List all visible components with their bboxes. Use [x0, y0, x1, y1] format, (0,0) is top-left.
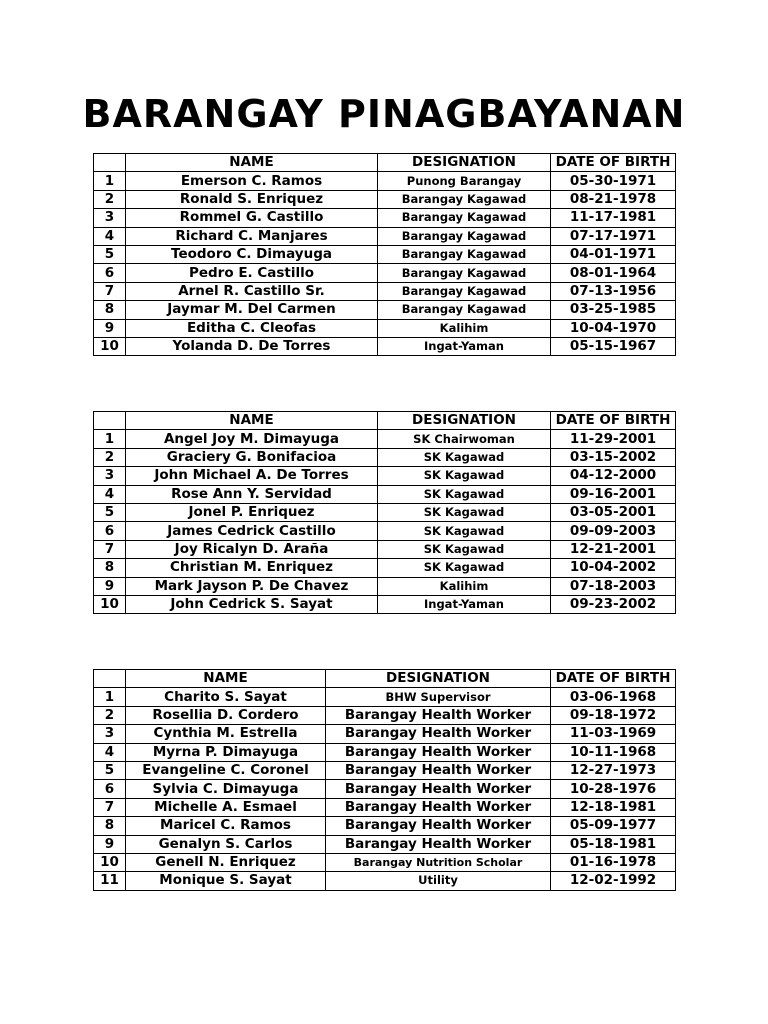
member-designation: BHW Supervisor	[326, 688, 551, 706]
member-dob: 05-18-1981	[551, 835, 676, 853]
member-name: Cynthia M. Estrella	[126, 725, 326, 743]
table-row	[94, 595, 676, 613]
member-designation: Punong Barangay	[378, 172, 551, 190]
table-row	[94, 245, 676, 263]
member-dob: 07-17-1971	[551, 227, 676, 245]
member-designation: SK Kagawad	[378, 522, 551, 540]
member-name: Genell N. Enriquez	[126, 853, 326, 871]
member-designation: Barangay Health Worker	[326, 817, 551, 835]
table-row	[94, 835, 676, 853]
member-dob: 12-21-2001	[551, 540, 676, 558]
table-row	[94, 448, 676, 466]
member-dob: 11-29-2001	[551, 430, 676, 448]
row-number: 1	[94, 688, 126, 706]
member-designation: Barangay Health Worker	[326, 780, 551, 798]
member-dob: 04-12-2000	[551, 467, 676, 485]
member-designation: Barangay Health Worker	[326, 743, 551, 761]
member-designation: Barangay Health Worker	[326, 835, 551, 853]
member-designation: SK Kagawad	[378, 540, 551, 558]
member-name: John Cedrick S. Sayat	[126, 595, 378, 613]
row-number: 7	[94, 282, 126, 300]
table-row	[94, 264, 676, 282]
member-dob: 04-01-1971	[551, 245, 676, 263]
table-row	[94, 430, 676, 448]
member-dob: 01-16-1978	[551, 853, 676, 871]
member-name: Genalyn S. Carlos	[126, 835, 326, 853]
row-number: 11	[94, 872, 126, 890]
row-number: 3	[94, 209, 126, 227]
number-column-header	[94, 670, 126, 688]
row-number: 4	[94, 227, 126, 245]
member-designation: Ingat-Yaman	[378, 337, 551, 355]
barangay-officials-table	[93, 153, 676, 356]
row-number: 6	[94, 522, 126, 540]
member-name: Rosellia D. Cordero	[126, 706, 326, 724]
table-row	[94, 872, 676, 890]
table-header-row	[94, 154, 676, 172]
table-row	[94, 301, 676, 319]
row-number: 10	[94, 337, 126, 355]
member-designation: SK Kagawad	[378, 448, 551, 466]
member-dob: 10-28-1976	[551, 780, 676, 798]
name-column-header: NAME	[126, 670, 326, 688]
member-designation: Ingat-Yaman	[378, 595, 551, 613]
row-number: 8	[94, 817, 126, 835]
member-designation: Barangay Kagawad	[378, 264, 551, 282]
table-row	[94, 688, 676, 706]
member-designation: SK Kagawad	[378, 485, 551, 503]
member-dob: 03-06-1968	[551, 688, 676, 706]
member-dob: 10-04-1970	[551, 319, 676, 337]
member-dob: 12-02-1992	[551, 872, 676, 890]
table-row	[94, 282, 676, 300]
member-name: Joy Ricalyn D. Araña	[126, 540, 378, 558]
row-number: 4	[94, 485, 126, 503]
row-number: 1	[94, 430, 126, 448]
member-designation: Barangay Kagawad	[378, 245, 551, 263]
table-row	[94, 743, 676, 761]
member-dob: 12-27-1973	[551, 761, 676, 779]
table-row	[94, 577, 676, 595]
name-column-header: NAME	[126, 154, 378, 172]
member-designation: Barangay Kagawad	[378, 227, 551, 245]
member-dob: 09-18-1972	[551, 706, 676, 724]
row-number: 3	[94, 725, 126, 743]
member-name: Rose Ann Y. Servidad	[126, 485, 378, 503]
table-row	[94, 227, 676, 245]
table-row	[94, 337, 676, 355]
member-dob: 03-25-1985	[551, 301, 676, 319]
member-designation: Barangay Health Worker	[326, 798, 551, 816]
member-designation: Kalihim	[378, 577, 551, 595]
table-row	[94, 706, 676, 724]
table-row	[94, 522, 676, 540]
member-name: Christian M. Enriquez	[126, 559, 378, 577]
table-row	[94, 559, 676, 577]
member-designation: Barangay Kagawad	[378, 190, 551, 208]
row-number: 1	[94, 172, 126, 190]
row-number: 8	[94, 301, 126, 319]
row-number: 10	[94, 595, 126, 613]
row-number: 10	[94, 853, 126, 871]
health-workers-table	[93, 669, 676, 891]
table-row	[94, 798, 676, 816]
member-dob: 08-01-1964	[551, 264, 676, 282]
member-name: Graciery G. Bonifacioa	[126, 448, 378, 466]
member-name: Pedro E. Castillo	[126, 264, 378, 282]
row-number: 6	[94, 264, 126, 282]
member-designation: Barangay Kagawad	[378, 301, 551, 319]
member-dob: 08-21-1978	[551, 190, 676, 208]
member-name: Mark Jayson P. De Chavez	[126, 577, 378, 595]
member-name: Charito S. Sayat	[126, 688, 326, 706]
page-title: BARANGAY PINAGBAYANAN	[82, 92, 686, 136]
number-column-header	[94, 154, 126, 172]
member-name: Maricel C. Ramos	[126, 817, 326, 835]
member-name: Richard C. Manjares	[126, 227, 378, 245]
table-row	[94, 485, 676, 503]
member-name: John Michael A. De Torres	[126, 467, 378, 485]
member-designation: SK Kagawad	[378, 467, 551, 485]
table-header-row	[94, 412, 676, 430]
table-row	[94, 503, 676, 521]
row-number: 3	[94, 467, 126, 485]
member-name: Monique S. Sayat	[126, 872, 326, 890]
table-row	[94, 209, 676, 227]
member-name: Editha C. Cleofas	[126, 319, 378, 337]
member-name: Rommel G. Castillo	[126, 209, 378, 227]
member-designation: Kalihim	[378, 319, 551, 337]
member-designation: Utility	[326, 872, 551, 890]
member-dob: 05-15-1967	[551, 337, 676, 355]
member-name: Myrna P. Dimayuga	[126, 743, 326, 761]
member-name: Yolanda D. De Torres	[126, 337, 378, 355]
designation-column-header: DESIGNATION	[378, 154, 551, 172]
member-name: James Cedrick Castillo	[126, 522, 378, 540]
name-column-header: NAME	[126, 412, 378, 430]
member-designation: Barangay Kagawad	[378, 282, 551, 300]
member-name: Jaymar M. Del Carmen	[126, 301, 378, 319]
member-designation: SK Kagawad	[378, 503, 551, 521]
member-designation: SK Kagawad	[378, 559, 551, 577]
table-row	[94, 172, 676, 190]
row-number: 9	[94, 835, 126, 853]
member-name: Evangeline C. Coronel	[126, 761, 326, 779]
dob-column-header: DATE OF BIRTH	[551, 670, 676, 688]
row-number: 5	[94, 245, 126, 263]
table-row	[94, 817, 676, 835]
row-number: 2	[94, 190, 126, 208]
member-dob: 05-30-1971	[551, 172, 676, 190]
row-number: 8	[94, 559, 126, 577]
member-name: Emerson C. Ramos	[126, 172, 378, 190]
member-name: Ronald S. Enriquez	[126, 190, 378, 208]
row-number: 4	[94, 743, 126, 761]
member-designation: Barangay Kagawad	[378, 209, 551, 227]
number-column-header	[94, 412, 126, 430]
member-dob: 11-03-1969	[551, 725, 676, 743]
table-row	[94, 853, 676, 871]
member-dob: 09-23-2002	[551, 595, 676, 613]
member-dob: 07-13-1956	[551, 282, 676, 300]
row-number: 7	[94, 798, 126, 816]
table-row	[94, 780, 676, 798]
member-dob: 10-11-1968	[551, 743, 676, 761]
row-number: 9	[94, 319, 126, 337]
sk-officials-table	[93, 411, 676, 614]
dob-column-header: DATE OF BIRTH	[551, 412, 676, 430]
member-name: Angel Joy M. Dimayuga	[126, 430, 378, 448]
row-number: 2	[94, 706, 126, 724]
member-dob: 03-15-2002	[551, 448, 676, 466]
designation-column-header: DESIGNATION	[326, 670, 551, 688]
member-designation: Barangay Health Worker	[326, 706, 551, 724]
member-dob: 09-16-2001	[551, 485, 676, 503]
member-name: Arnel R. Castillo Sr.	[126, 282, 378, 300]
member-name: Jonel P. Enriquez	[126, 503, 378, 521]
row-number: 2	[94, 448, 126, 466]
row-number: 6	[94, 780, 126, 798]
member-name: Michelle A. Esmael	[126, 798, 326, 816]
table-row	[94, 190, 676, 208]
table-row	[94, 540, 676, 558]
member-dob: 03-05-2001	[551, 503, 676, 521]
member-dob: 07-18-2003	[551, 577, 676, 595]
member-name: Sylvia C. Dimayuga	[126, 780, 326, 798]
table-row	[94, 761, 676, 779]
member-designation: SK Chairwoman	[378, 430, 551, 448]
dob-column-header: DATE OF BIRTH	[551, 154, 676, 172]
row-number: 9	[94, 577, 126, 595]
member-name: Teodoro C. Dimayuga	[126, 245, 378, 263]
table-row	[94, 725, 676, 743]
member-dob: 05-09-1977	[551, 817, 676, 835]
row-number: 5	[94, 761, 126, 779]
table-header-row	[94, 670, 676, 688]
member-dob: 11-17-1981	[551, 209, 676, 227]
row-number: 7	[94, 540, 126, 558]
member-designation: Barangay Health Worker	[326, 725, 551, 743]
member-designation: Barangay Health Worker	[326, 761, 551, 779]
member-dob: 12-18-1981	[551, 798, 676, 816]
member-designation: Barangay Nutrition Scholar	[326, 853, 551, 871]
member-dob: 09-09-2003	[551, 522, 676, 540]
table-row	[94, 467, 676, 485]
row-number: 5	[94, 503, 126, 521]
designation-column-header: DESIGNATION	[378, 412, 551, 430]
member-dob: 10-04-2002	[551, 559, 676, 577]
table-row	[94, 319, 676, 337]
